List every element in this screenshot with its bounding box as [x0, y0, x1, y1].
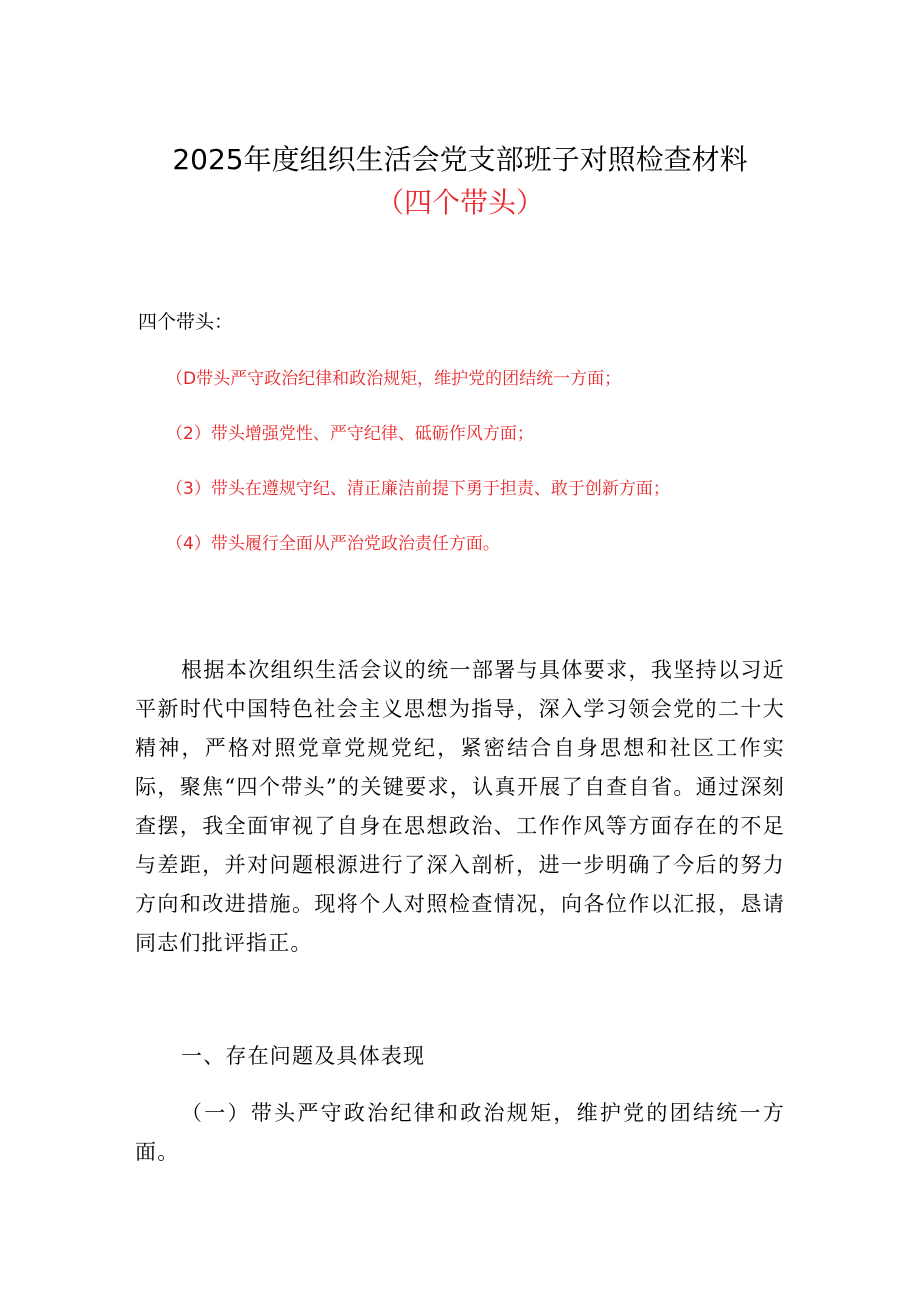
- requirement-item: （4）带头履行全面从严治党政治责任方面。: [166, 534, 500, 554]
- intro-paragraph: 根据本次组织生活会议的统一部署与具体要求，我坚持以习近平新时代中国特色社会主义思想为指导，深入学习领会党的二十大精神，严格对照党章党规党纪，紧密结合自身思想和社区工作实际，聚焦“四个带头”的关键要求，认真开展了自查自省。通过深刻查摆，我全面审视了自身在思想政治、工作作风等方面存在的不足与差距，并对问题根源进行了深入剖析，进一步明确了今后的努力方向和改进措施。现将个人对照检查情况，向各位作以汇报，恳请同志们批评指正。: [135, 658, 785, 955]
- requirement-item: （3）带头在遵规守纪、清正廉洁前提下勇于担责、敢于创新方面；: [166, 479, 670, 499]
- document-title: 2025年度组织生活会党支部班子对照检查材料: [172, 143, 748, 176]
- subsection-paragraph: （一）带头严守政治纪律和政治规矩，维护党的团结统一方面。: [135, 1101, 785, 1164]
- document-subtitle: （四个带头）: [375, 186, 544, 219]
- requirement-item: （D带头严守政治纪律和政治规矩，维护党的团结统一方面；: [166, 369, 622, 389]
- section-heading: 一、存在问题及具体表现: [181, 1044, 426, 1068]
- intro-label: 四个带头：: [138, 311, 234, 333]
- requirement-item: （2）带头增强党性、严守纪律、砥砺作风方面；: [166, 424, 534, 444]
